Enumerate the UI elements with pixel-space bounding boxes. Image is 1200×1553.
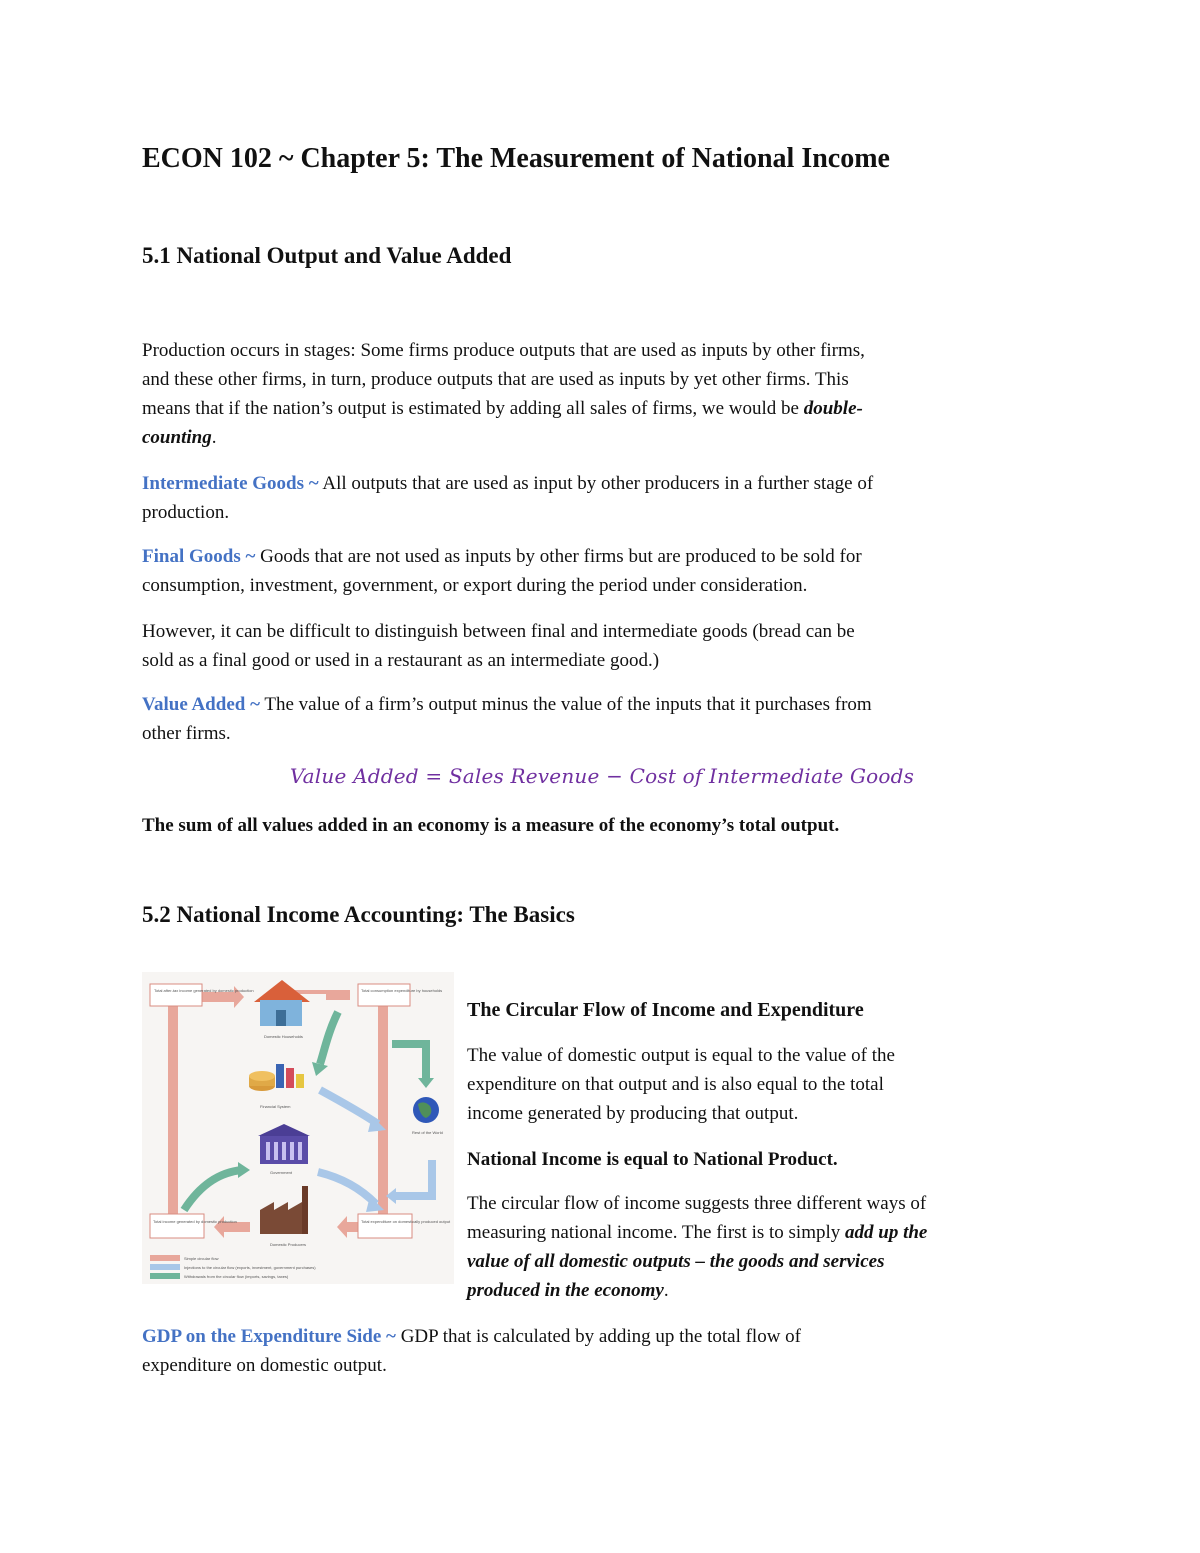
investment-arrow (320, 1090, 378, 1124)
definition-final-goods: Final Goods ~ Goods that are not used as inputs by other firms but are produced to be sold for consumption, investment, government, or export during the period under consideration. (142, 546, 862, 596)
value-added-equation: Value Added = Sales Revenue − Cost of Intermediate Goods (289, 764, 915, 788)
box-tr-text: Total consumption expenditure by households (361, 988, 443, 993)
intro-line: counting. (142, 427, 217, 448)
savings-arrow (320, 1012, 338, 1064)
box-bottom-left (150, 1214, 204, 1238)
imports-arrow (392, 1044, 426, 1080)
label-households: Domestic Households (264, 1034, 303, 1039)
circular-flow-paragraph-2: The circular flow of income suggests three different ways of measuring national income. The first is to simply add up the value of all domestic outputs – the goods and services produced in the economy. (467, 1193, 928, 1301)
double-counting-emphasis: double- (803, 398, 863, 419)
intro-line: and these other firms, in turn, produce outputs that are used as inputs by yet other firms. This (142, 369, 849, 390)
section-heading-5-2: 5.2 National Income Accounting: The Basics (142, 902, 575, 927)
definition-intermediate-goods: Intermediate Goods ~ All outputs that are used as input by other producers in a further stage of production. (142, 473, 874, 523)
circular-flow-paragraph-1: The value of domestic output is equal to the value of the expenditure on that output and is also equal to the total income generated by producing that output. (467, 1045, 895, 1124)
box-br-text: Total expenditure on domestically produced output (361, 1219, 451, 1224)
value-added-summary: The sum of all values added in an economy is a measure of the economy’s total output. (142, 815, 840, 836)
definition-value-added: Value Added ~ The value of a firm’s output minus the value of the inputs that it purchases from other firms. (142, 694, 872, 744)
section-heading-5-1: 5.1 National Output and Value Added (142, 243, 512, 268)
box-bl-text: Total income generated by domestic production (153, 1219, 237, 1224)
circular-flow-diagram (142, 972, 454, 1284)
term-value-added: Value Added ~ (142, 694, 260, 715)
however-paragraph: However, it can be difficult to distinguish between final and intermediate goods (bread can be sold as a final good or used in a restaurant as an intermediate good.) (142, 621, 855, 671)
intro-line: Production occurs in stages: Some firms produce outputs that are used as inputs by other firms, (142, 340, 865, 361)
taxes-arrow (184, 1170, 242, 1210)
exports-arrow (394, 1160, 432, 1196)
label-financial: Financial System (260, 1104, 291, 1109)
definition-gdp-expenditure: GDP on the Expenditure Side ~ GDP that is calculated by adding up the total flow of expenditure on domestic output. (142, 1326, 802, 1376)
government-purchases-arrow (318, 1172, 376, 1204)
flow-left-bar (168, 1004, 178, 1214)
legend-swatch-blue (150, 1264, 180, 1270)
term-gdp-expenditure: GDP on the Expenditure Side ~ (142, 1326, 396, 1347)
circular-flow-svg (142, 972, 454, 1284)
national-income-statement: National Income is equal to National Product. (467, 1149, 838, 1170)
flow-right-bar (378, 1004, 388, 1219)
legend-text-3: Withdrawals from the circular flow (imports, savings, taxes) (184, 1274, 289, 1279)
circular-flow-heading: The Circular Flow of Income and Expenditure (467, 999, 864, 1021)
box-tl-text: Total after-tax income generated by domestic production (154, 988, 254, 993)
term-intermediate-goods: Intermediate Goods ~ (142, 473, 319, 494)
legend-text-1: Simple circular flow (184, 1256, 219, 1261)
intro-line: means that if the nation’s output is estimated by adding all sales of firms, we would be double- (142, 398, 863, 419)
government-building-icon (258, 1124, 310, 1136)
label-world: Rest of the World (412, 1130, 443, 1135)
legend-swatch-green (150, 1273, 180, 1279)
box-bottom-right (358, 1214, 412, 1238)
intro-paragraph (142, 336, 1062, 452)
term-final-goods: Final Goods ~ (142, 546, 256, 567)
label-government: Government (270, 1170, 293, 1175)
bar-chart-icon (276, 1064, 284, 1088)
document-title: ECON 102 ~ Chapter 5: The Measurement of National Income (142, 143, 890, 174)
label-producers: Domestic Producers (270, 1242, 307, 1247)
factory-icon (260, 1202, 302, 1234)
legend-text-2: Injections to the circular flow (exports, investment, government purchases) (184, 1265, 316, 1270)
legend-swatch-red (150, 1255, 180, 1261)
